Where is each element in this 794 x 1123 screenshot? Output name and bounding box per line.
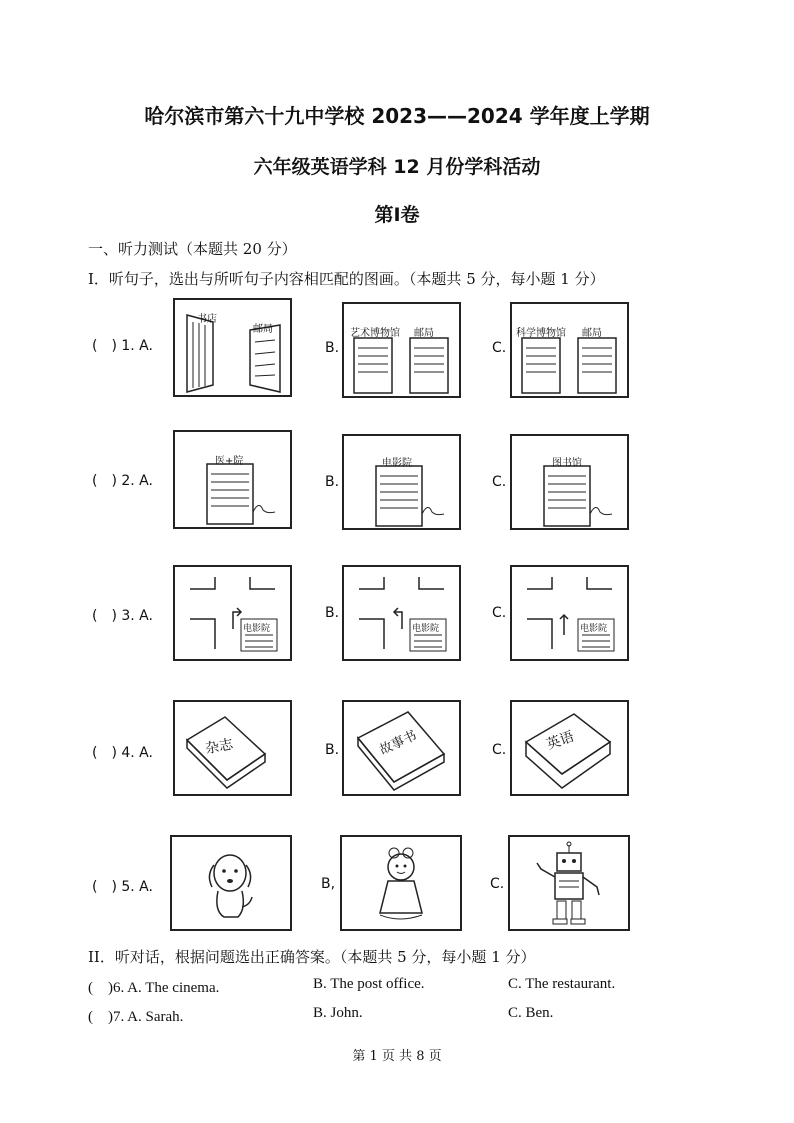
q4-option-c: C. xyxy=(492,742,507,758)
q7-option-b: B. John. xyxy=(313,1005,363,1021)
q2-option-b: B. xyxy=(325,474,340,490)
q6-option-a: ( )6. A. The cinema. xyxy=(88,980,220,996)
q6-option-c: C. The restaurant. xyxy=(508,976,616,992)
part1-heading: I．听句子，选出与所听句子内容相匹配的图画。（本题共 5 分，每小题 1 分） xyxy=(88,270,605,288)
exam-title: 哈尔滨市第六十九中学校 2023——2024 学年度上学期 xyxy=(144,104,650,128)
exam-subtitle: 六年级英语学科 12 月份学科活动 xyxy=(253,156,541,178)
question-3-label: ( ) 3. A. xyxy=(92,608,153,624)
q5-picture-b-doll xyxy=(340,835,462,931)
section-heading: 一、听力测试（本题共 20 分） xyxy=(88,240,297,258)
q1b-sign-1: 艺术博物馆 xyxy=(350,328,400,339)
q1c-sign-1: 科学博物馆 xyxy=(516,328,566,339)
q2-picture-b xyxy=(342,434,461,530)
question-5-label: ( ) 5. A. xyxy=(92,879,153,895)
q5-picture-a-dog xyxy=(170,835,292,931)
q5-picture-c-robot xyxy=(508,835,630,931)
q2-picture-c xyxy=(510,434,629,530)
q7-option-c: C. Ben. xyxy=(508,1005,554,1021)
q1c-sign-2: 邮局 xyxy=(582,328,602,339)
q5-option-c: C. xyxy=(490,876,505,892)
q3-picture-b xyxy=(342,565,461,661)
q1-picture-c xyxy=(510,302,629,398)
part2-heading: II．听对话，根据问题选出正确答案。（本题共 5 分，每小题 1 分） xyxy=(88,948,536,966)
q3-picture-c xyxy=(510,565,629,661)
volume-title: 第Ⅰ卷 xyxy=(374,204,420,226)
q2b-sign: 电影院 xyxy=(382,458,412,469)
q2a-sign: 医+院 xyxy=(215,456,244,467)
question-4-label: ( ) 4. A. xyxy=(92,745,153,761)
q4c-book-title: 英语 xyxy=(544,728,577,754)
q5-option-b: B, xyxy=(321,876,336,892)
q3c-sign: 电影院 xyxy=(580,624,608,634)
q3b-sign: 电影院 xyxy=(412,624,440,634)
q1-option-c: C. xyxy=(492,340,507,356)
q4-picture-b xyxy=(342,700,461,796)
q1b-sign-2: 邮局 xyxy=(414,328,434,339)
q1-picture-b xyxy=(342,302,461,398)
q3-option-c: C. xyxy=(492,605,507,621)
q2-option-c: C. xyxy=(492,474,507,490)
q4a-book-title: 杂志 xyxy=(203,736,235,758)
q2c-sign: 图书馆 xyxy=(552,458,582,469)
q1a-sign-1: 书店 xyxy=(197,314,217,325)
question-1-label: ( ) 1. A. xyxy=(92,338,153,354)
q2-picture-a xyxy=(173,430,292,529)
q6-option-b: B. The post office. xyxy=(313,976,425,992)
q1-picture-a xyxy=(173,298,292,397)
q1-option-b: B. xyxy=(325,340,340,356)
q7-option-a: ( )7. A. Sarah. xyxy=(88,1009,184,1025)
question-2-label: ( ) 2. A. xyxy=(92,473,153,489)
q3-picture-a xyxy=(173,565,292,661)
q4-picture-a xyxy=(173,700,292,796)
q4-option-b: B. xyxy=(325,742,340,758)
q1a-sign-2: 邮局 xyxy=(253,324,273,335)
q4b-book-title: 故事书 xyxy=(377,728,420,759)
page-footer: 第 1 页 共 8 页 xyxy=(352,1049,442,1064)
q3-option-b: B. xyxy=(325,605,340,621)
q3a-sign: 电影院 xyxy=(243,624,271,634)
q4-picture-c xyxy=(510,700,629,796)
